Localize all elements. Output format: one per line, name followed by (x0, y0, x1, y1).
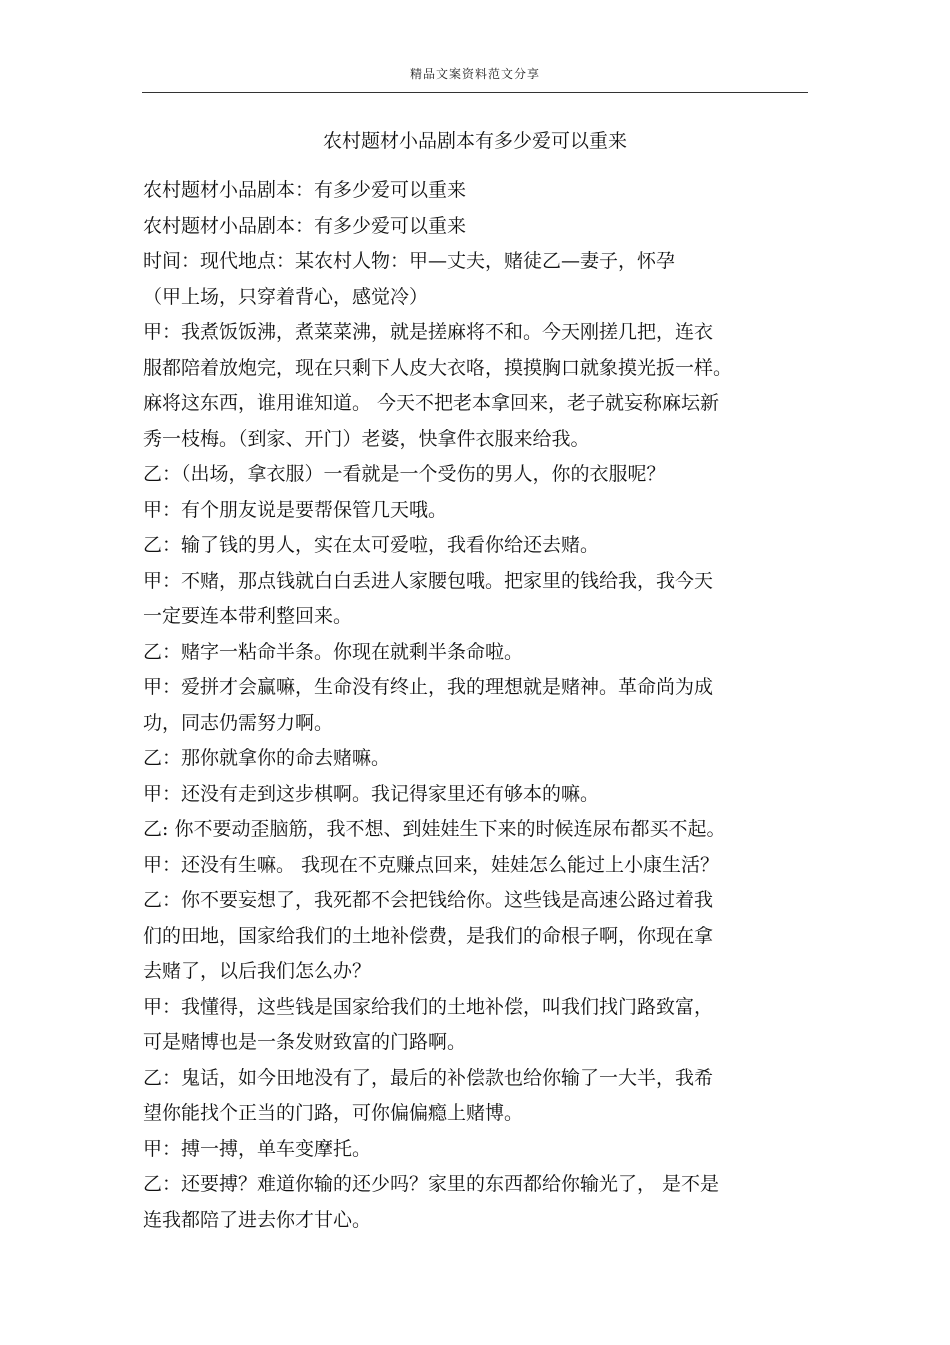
text-line: 乙：鬼话，如今田地没有了，最后的补偿款也给你输了一大半，我希 (143, 1066, 714, 1089)
text-line: 可是赌博也是一条发财致富的门路啊。 (143, 1031, 467, 1053)
text-line: 去赌了，以后我们怎么办？ (143, 960, 372, 982)
text-line: 甲：还没有走到这步棋啊。我记得家里还有够本的嘛。 (143, 782, 600, 805)
text-line: 麻将这东西，谁用谁知道。 今天不把老本拿回来，老子就妄称麻坛新 (143, 392, 720, 414)
text-line: 乙: 你不要动歪脑筋，我不想、到娃娃生下来的时候连尿布都买不起。 (143, 818, 726, 840)
text-line: 乙：那你就拿你的命去赌嘛。 (143, 747, 391, 769)
text-line: （甲上场，只穿着背心，感觉冷） (143, 285, 429, 308)
text-line: 甲：我懂得，这些钱是国家给我们的土地补偿，叫我们找门路致富， (143, 995, 714, 1018)
text-line: 乙：（出场，拿衣服）一看就是一个受伤的男人，你的衣服呢？ (143, 463, 666, 485)
text-line: 功，同志仍需努力啊。 (143, 711, 334, 734)
text-line: 农村题材小品剧本：有多少爱可以重来 (143, 179, 467, 201)
running-header: 精品文案资料范文分享 (409, 67, 540, 81)
text-line: 甲：有个朋友说是要帮保管几天哦。 (143, 498, 448, 521)
text-line: 服都陪着放炮完，现在只剩下人皮大衣咯，摸摸胸口就象摸光扳一样。 (143, 356, 733, 379)
text-line: 们的田地，国家给我们的土地补偿费，是我们的命根子啊，你现在拿 (143, 924, 714, 947)
document-title: 农村题材小品剧本有多少爱可以重来 (322, 130, 627, 152)
text-line: 一定要连本带利整回来。 (143, 605, 353, 627)
text-line: 乙：还要搏？难道你输的还少吗？家里的东西都给你输光了， 是不是 (143, 1173, 720, 1195)
text-line: 时间：现代地点：某农村人物：甲—丈夫，赌徒乙—妻子，怀孕 (143, 250, 676, 272)
text-line: 甲：搏一搏，单车变摩托。 (143, 1137, 372, 1160)
body-text (143, 173, 813, 1238)
text-line: 甲：爱拼才会赢嘛，生命没有终止，我的理想就是赌神。革命尚为成 (143, 676, 714, 698)
text-line: 秀一枝梅。（到家、开门）老婆，快拿件衣服来给我。 (143, 427, 590, 450)
text-line: 甲：我煮饭饭沸，煮菜菜沸，就是搓麻将不和。今天刚搓几把，连衣 (143, 321, 714, 343)
text-line: 乙：输了钱的男人，实在太可爱啦，我看你给还去赌。 (143, 534, 600, 556)
text-line: 乙：赌字一粘命半条。你现在就剩半条命啦。 (143, 640, 524, 663)
text-line: 望你能找个正当的门路，可你偏偏瘾上赌博。 (143, 1102, 524, 1124)
text-line: 连我都陪了进去你才甘心。 (143, 1208, 372, 1231)
text-line: 乙：你不要妄想了，我死都不会把钱给你。这些钱是高速公路过着我 (143, 889, 714, 911)
text-line: 甲：还没有生嘛。 我现在不克赚点回来，娃娃怎么能过上小康生活？ (143, 853, 720, 876)
text-line: 甲：不赌，那点钱就白白丢进人家腰包哦。把家里的钱给我，我今天 (143, 569, 714, 592)
text-line: 农村题材小品剧本：有多少爱可以重来 (143, 214, 467, 237)
header-rule (142, 92, 808, 93)
